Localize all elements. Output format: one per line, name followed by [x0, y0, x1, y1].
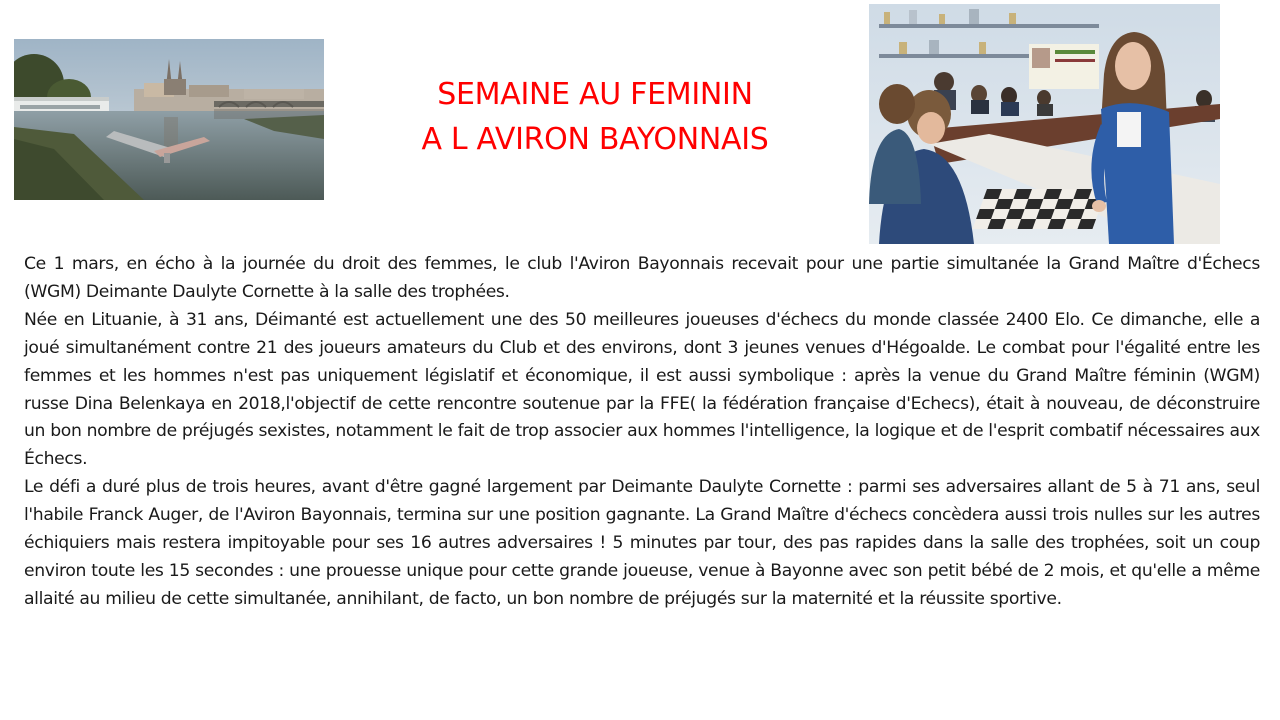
- page-title: [330, 72, 860, 162]
- chess-simultaneous-image: [869, 4, 1220, 244]
- title-line-2: A L AVIRON BAYONNAIS: [421, 122, 769, 157]
- river-landscape-photo: [14, 39, 324, 200]
- paragraph-2: Née en Lituanie, à 31 ans, Déimanté est actuellement une des 50 meilleures joueuses d'échecs du monde classée 2400 Elo. Ce dimanche, elle a joué simultanément contre 21 des joueurs amateurs du Club et des environs, dont 3 jeunes venues d'Hégoalde. Le combat pour l'égalité entre les femmes et les hommes n'est pas uniquement législatif et économique, il est aussi symbolique : après la venue du Grand Maître féminin (WGM) russe Dina Belenkaya en 2018,l'objectif de cette rencontre soutenue par la FFE( la fédération française d'Echecs), était à nouveau, de déconstruire un bon nombre de préjugés sexistes, notamment le fait de trop associer aux hommes l'intelligence, la logique et de l'esprit combatif nécessaires aux Échecs.: [24, 309, 1260, 470]
- paragraph-3: Le défi a duré plus de trois heures, avant d'être gagné largement par Deimante Daulyte Cornette : parmi ses adversaires allant de 5 à 71 ans, seul l'habile Franck Auger, de l'Aviron Bayonnais, termina sur une position gagnante. La Grand Maître d'échecs concèdera aussi trois nulles sur les autres échiquiers mais restera impitoyable pour ses 16 autres adversaires ! 5 minutes par tour, des pas rapides dans la salle des trophées, soit un coup environ toute les 15 secondes : une prouesse unique pour cette grande joueuse, venue à Bayonne avec son petit bébé de 2 mois, et qu'elle a même allaité au milieu de cette simultanée, annihilant, de facto, un bon nombre de préjugés sur la maternité et la réussite sportive.: [24, 477, 1260, 609]
- chess-simultaneous-photo: [869, 4, 1220, 244]
- title-line-1: SEMAINE AU FEMININ: [437, 77, 753, 112]
- article-body: [24, 251, 1260, 614]
- river-landscape-image: [14, 39, 324, 200]
- paragraph-1: Ce 1 mars, en écho à la journée du droit des femmes, le club l'Aviron Bayonnais recevait pour une partie simultanée la Grand Maître d'Échecs (WGM) Deimante Daulyte Cornette à la salle des trophées.: [24, 254, 1260, 302]
